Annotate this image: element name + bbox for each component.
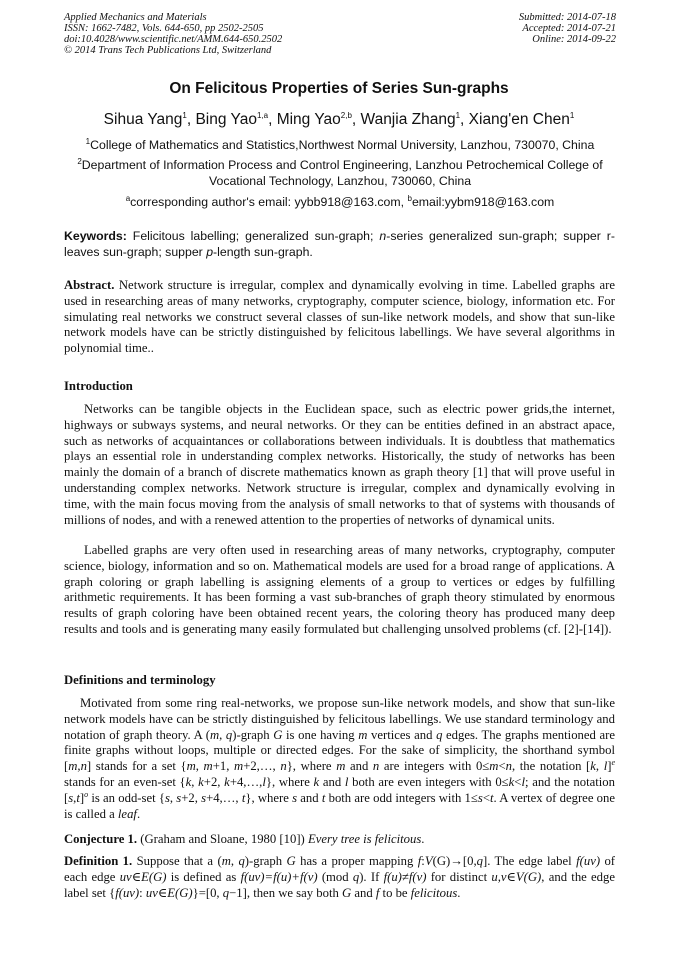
journal-name: Applied Mechanics and Materials — [64, 12, 207, 23]
t: }, where — [286, 759, 337, 774]
v: s — [201, 790, 207, 805]
t: ]. The edge label — [482, 854, 577, 868]
t: and — [345, 759, 373, 774]
t: edges. The graphs mentioned are finite graphs without loops, multiple or directed edges. For the sake of simplicity, the shorthand symbol [ — [64, 727, 615, 774]
v: m — [358, 727, 368, 742]
v: G — [342, 885, 352, 900]
t: +2,…, — [243, 759, 281, 774]
v: k — [185, 774, 192, 789]
t: and — [351, 885, 376, 900]
v: f(u)≠f(v) — [383, 869, 427, 884]
v: m — [68, 759, 78, 774]
t: (mod — [317, 869, 353, 884]
v: s — [176, 790, 182, 805]
author-list: Sihua Yang$^1$, Bing Yao$^{1,a}$, Ming Yao$^{2,b}$, Wanjia Zhang$^1$, Xiang'en Chen$^1$ — [103, 110, 575, 128]
v: leaf — [117, 806, 137, 821]
t: stands for an even-set { — [64, 774, 186, 789]
t: , — [230, 854, 239, 868]
v: k — [590, 759, 596, 774]
v: q — [436, 727, 443, 742]
v: E(G) — [141, 869, 167, 884]
affiliation-1 — [64, 137, 616, 153]
v: V — [424, 854, 433, 868]
abstract-text: Network structure is irregular, complex and dynamically evolving in time. Labelled graphs are used in researching areas of many networks, cryptography, computer science, biology, information etc. For simulating real networks we construct several classes of sun-like network models, and show that sun-like network models have can be strictly distinguished by felicitous labellings. We have several algorithms in polynomial time.. — [64, 278, 615, 356]
t: , — [595, 759, 604, 774]
v: l — [521, 774, 525, 789]
email-sup: a — [125, 193, 131, 203]
t: is one having — [282, 727, 359, 742]
v: k — [224, 774, 230, 789]
author-sup: 1 — [455, 110, 461, 120]
t: , — [191, 774, 199, 789]
t: and — [297, 790, 322, 805]
v: l — [262, 774, 266, 789]
v: q — [222, 885, 230, 900]
t: +2, — [203, 774, 225, 789]
v: f(uv)=f(u)+f(v) — [240, 869, 318, 884]
author-name: Ming Yao — [276, 111, 341, 128]
email-b: email:yybm918@163.com — [411, 195, 555, 209]
doi-line: doi:10.4028/www.scientific.net/AMM.644-650.2502 — [64, 34, 283, 45]
definition-label: Definition 1. — [64, 854, 133, 868]
v: s — [292, 790, 298, 805]
conjecture-text: (Graham and Sloane, 1980 [10]) — [137, 832, 308, 846]
author-emails — [64, 194, 616, 210]
author-name: Sihua Yang — [103, 111, 183, 128]
v: t — [321, 790, 326, 805]
t: of each edge — [64, 854, 616, 884]
t: }=[0, — [192, 885, 223, 900]
author-sup: 1 — [569, 110, 575, 120]
t: }, where — [245, 790, 293, 805]
author-sup: 1,a — [256, 110, 269, 120]
t: is defined as — [166, 869, 241, 884]
t: ] stands for a set { — [86, 759, 187, 774]
v: s — [68, 790, 74, 805]
section-heading-definitions: Definitions and terminology — [64, 673, 216, 687]
t: . — [457, 885, 461, 900]
author-name: Wanjia Zhang — [360, 111, 456, 128]
t: < — [482, 790, 490, 805]
paper-title: On Felicitous Properties of Series Sun-graphs — [169, 80, 509, 97]
t: ∈ — [157, 885, 168, 900]
t: )-graph — [232, 727, 274, 742]
v: f — [375, 885, 380, 900]
v: felicitous — [410, 885, 458, 900]
t: : — [139, 885, 146, 900]
t: )-graph — [244, 854, 287, 868]
definition-1 — [64, 854, 615, 901]
abstract-label: Abstract. — [64, 278, 115, 292]
t: ] — [607, 759, 612, 774]
v: t — [489, 790, 494, 805]
v: e — [611, 757, 616, 767]
t: < — [514, 774, 522, 789]
author-sup: 1 — [182, 110, 187, 120]
t: ). If — [359, 869, 384, 884]
v: n — [505, 759, 512, 774]
t: is an odd-set { — [88, 790, 165, 805]
v: m — [203, 759, 213, 774]
t: }, where — [265, 774, 314, 789]
abstract — [64, 278, 615, 357]
t: +2, — [181, 790, 202, 805]
v: o — [84, 789, 89, 799]
v: G — [273, 727, 283, 742]
v: m — [234, 759, 244, 774]
v: m — [186, 759, 196, 774]
email-sup: b — [407, 193, 412, 203]
t: are integers with 0≤ — [379, 759, 490, 774]
issn-line: ISSN: 1662-7482, Vols. 644-650, pp 2502-2505 — [64, 23, 264, 34]
v: q — [238, 854, 245, 868]
v: E(G) — [167, 885, 193, 900]
keywords — [64, 228, 615, 260]
t: : — [421, 854, 425, 868]
conjecture-label: Conjecture 1. — [64, 832, 138, 846]
kw-text: -length sun-graph. — [213, 245, 313, 259]
v: m — [489, 759, 499, 774]
kw-var: p — [206, 245, 214, 259]
intro-paragraph: Labelled graphs are very often used in researching areas of many networks, cryptography, computer science, biology, information and so on. Mathematical models are used for a broad range of applications. A graph coloring or graph labelling is assigning elements of a group to vertices or edges by fulfilling arithmetic requirements. It has been forming a vast sub-branches of graph theory stimulated by enormous results of graph coloring have been obtained recent years, the coloring theory has produced many deep results and tools and is generating many easily formulated but challenging unsolved problems (cf. [2]-[14]). — [64, 543, 615, 636]
v: t — [241, 790, 246, 805]
v: m — [336, 759, 346, 774]
kw-text: -series generalized sun-graph; supper r-leaves sun-graph; supper — [64, 229, 615, 259]
section-heading-introduction: Introduction — [64, 379, 133, 393]
v: m — [221, 854, 231, 868]
t: +4,…, — [206, 790, 242, 805]
v: m — [209, 727, 220, 742]
v: q — [225, 727, 233, 742]
t: both are even integers with 0≤ — [348, 774, 509, 789]
t: . A vertex of degree one is called a — [64, 790, 615, 821]
v: q — [476, 854, 483, 868]
t: and — [319, 774, 345, 789]
t: +4,…, — [229, 774, 263, 789]
affiliation-2 — [64, 157, 616, 189]
t: Motivated from some ring real-networks, we propose sun-like network models, and show that sun-like network models have can be strictly distinguished by felicitous labellings. We use standard terminology and notation of graph theory. A ( — [64, 696, 615, 742]
t: has a proper mapping — [295, 854, 418, 868]
t: to be — [379, 885, 411, 900]
v: V(G) — [515, 869, 542, 884]
accepted-date: Accepted: 2014-07-21 — [522, 23, 616, 34]
v: k — [198, 774, 204, 789]
author-sup: 2,b — [340, 110, 352, 120]
email-a: corresponding author's email: yybb918@163.com, — [130, 195, 408, 209]
v: s — [164, 790, 170, 805]
t: +1, — [212, 759, 235, 774]
v: f(uv) — [115, 885, 140, 900]
v: G — [286, 854, 296, 868]
v: f(uv) — [576, 854, 601, 868]
kw-var: n — [379, 229, 387, 243]
journal-header-right — [519, 12, 616, 45]
t: , and the edge label set { — [64, 869, 615, 900]
t: . — [136, 806, 141, 821]
v: s — [477, 790, 483, 805]
aff-text: College of Mathematics and Statistics,Northwest Normal University, Lanzhou, 730070, China — [90, 138, 595, 152]
conjecture-1 — [64, 832, 615, 848]
t: ∈ — [506, 869, 516, 884]
t: both are odd integers with 1≤ — [325, 790, 478, 805]
v: u,v — [491, 869, 507, 884]
t: −1], then we say both — [229, 885, 342, 900]
t: < — [498, 759, 506, 774]
copyright-line: © 2014 Trans Tech Publications Ltd, Switzerland — [64, 45, 272, 56]
t: , — [73, 790, 77, 805]
intro-paragraph: Networks can be tangible objects in the Euclidean space, such as electric power grids,the internet, highways or subways systems, and neural networks. Or they can be entities defined in an abstract apace, such as networks of acquaintances or collaborations between individuals. It is doubtless that mathematics plays an essential role in understanding complex networks. Historically, the study of networks has been mainly the domain of a branch of discrete mathematics known as graph theory [1] that will prove useful in understanding complex networks. Network structure is irregular, complex and dynamically evolving in time, with the main focus moving from the analysis of small networks to that of systems with thousands of millions of nodes, and with a renewed attention to the properties of networks of dynamical units. — [64, 402, 615, 527]
t: for distinct — [426, 869, 492, 884]
v: n — [80, 759, 87, 774]
author-name: Bing Yao — [195, 111, 257, 128]
aff-sup: 1 — [85, 136, 91, 146]
v: l — [344, 774, 349, 789]
v: t — [76, 790, 80, 805]
t: . — [421, 832, 425, 846]
v: l — [603, 759, 608, 774]
t: Suppose that a ( — [132, 854, 222, 868]
conjecture-statement: Every tree is felicitous — [307, 832, 422, 846]
keywords-label: Keywords: — [64, 229, 127, 243]
t: , — [195, 759, 204, 774]
t: ; and the notation [ — [64, 774, 615, 805]
t: ] — [79, 790, 85, 805]
v: k — [313, 774, 320, 789]
t: vertices and — [367, 727, 437, 742]
aff-text: Department of Information Process and Control Engineering, Lanzhou Petrochemical College of Vocational Technology, Lanzhou, 730060, China — [81, 158, 603, 188]
kw-text: Felicitous labelling; generalized sun-graph; — [126, 229, 380, 243]
author-name: Xiang'en Chen — [468, 111, 570, 128]
aff-sup: 2 — [77, 156, 82, 166]
t: ∈ — [131, 869, 142, 884]
v: uv — [145, 885, 158, 900]
v: n — [280, 759, 287, 774]
t: , — [169, 790, 177, 805]
online-date: Online: 2014-09-22 — [532, 34, 616, 45]
v: k — [508, 774, 515, 789]
t: (G)→[0, — [432, 854, 477, 868]
t: , the notation [ — [511, 759, 591, 774]
journal-header-left — [64, 12, 282, 56]
v: n — [372, 759, 380, 774]
definitions-paragraph: Motivated from some ring real-networks, we propose sun-like network models, and show that sun-like network models have can be strictly distinguished by felicitous labellings. We use standard terminology and notation of graph theory. A (m, q)-graph G is one having m vertices and q edges. The graphs mentioned are finite graphs without loops, multiple or directed edges. For the sake of simplicity, the shorthand symbol [m,n] stands for a set {m, m+1, m+2,…, n}, where m and n are integers with 0≤m<n, the notation [k, l]$^e$ stands for an even-set {k, k+2, k+4,…,l}, where k and l both are even integers with 0≤k<l; and the notation $[s,t]^o$ is an odd-set {s, s+2, s+4,…, t}, where s and t both are odd integers with 1≤s<t. A vertex of degree one is called a leaf. — [64, 696, 616, 821]
t: , — [219, 727, 226, 742]
submitted-date: Submitted: 2014-07-18 — [518, 12, 616, 23]
v: f — [417, 854, 422, 868]
v: uv — [119, 869, 132, 884]
v: q — [352, 869, 360, 884]
